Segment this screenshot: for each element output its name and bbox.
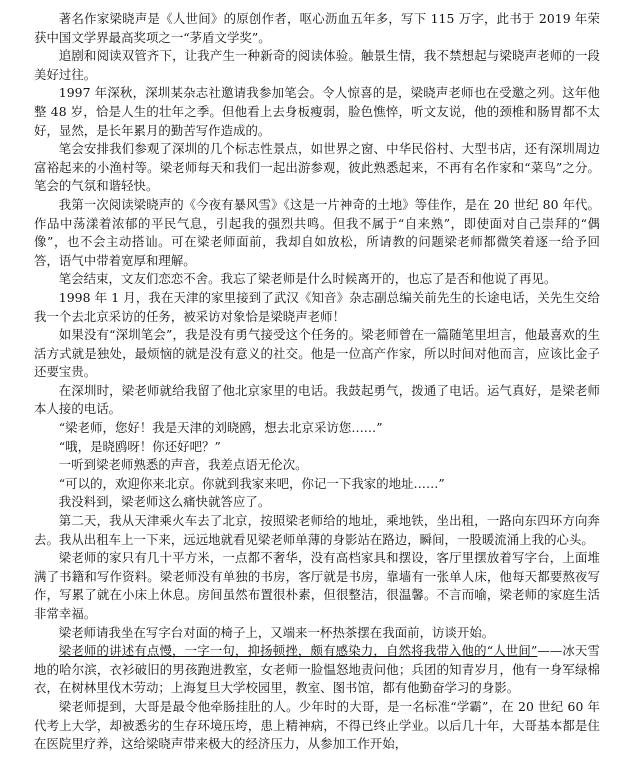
paragraph-4: 笔会安排我们参观了深圳的几个标志性景点，如世界之窗、中华民俗村、大型书店，还有深圳周边富裕起来的小渔村等。梁老师每天和我们一起出游参观，彼此熟悉起来，不再有名作家和“菜鸟”之分。笔会的气氛和谐轻快。: [34, 141, 600, 194]
dialogue-line-2: “哦，是晓鸥呀！你还好吧？”: [58, 438, 221, 454]
paragraph-15-rest: ——冰天雪地的哈尔滨，衣衫破旧的男孩跑进教室，女老师一脸愠怒地责问他；兵团的知青岁月，他有一身军绿棉衣，在树林里伐木劳动；上海复旦大学校园里，教室、图书馆，都有他勤奋学习的身影。: [34, 643, 600, 696]
paragraph-6: 笔会结束，文友们恋恋不舍。我忘了梁老师是什么时候离开的，也忘了是否和他说了再见。: [58, 271, 557, 287]
paragraph-7: 1998 年 1 月，我在天津的家里接到了武汉《知音》杂志副总编关前先生的长途电话，关先生交给我一个去北京采访的任务，被采访对象恰是梁晓声老师！: [34, 289, 600, 324]
paragraph-2: 追剧和阅读双管齐下，让我产生一种新奇的阅读体验。触景生情，我不禁想起与梁晓声老师的一段美好过往。: [34, 48, 600, 82]
paragraph-5: 我第一次阅读梁晓声的《今夜有暴风雪》《这是一片神奇的土地》等佳作，是在 20 世纪 80 年代。作品中荡漾着浓郁的平民气息，引起我的强烈共鸣。但我不属于“自来熟”，即使面对自己崇拜的“偶像”，也不会主动搭讪。可在梁老师面前，我却自如放松，所请教的问题梁老师都微笑着逐一给予回答，语气中带着宽厚和理解。: [34, 196, 600, 268]
paragraph-9: 在深圳时，梁老师就给我留了他北京家里的电话。我鼓起勇气，拨通了电话。运气真好，是梁老师本人接的电话。: [34, 382, 600, 417]
paragraph-10: 一听到梁老师熟悉的声音，我差点语无伦次。: [58, 457, 308, 473]
paragraph-8: 如果没有“深圳笔会”，我是没有勇气接受这个任务的。梁老师曾在一篇随笔里坦言，他最喜欢的生活方式就是独处，最烦恼的就是没有意义的社交。他是一位高产作家，所以时间对他而言，应该比金子还要宝贵。: [34, 327, 600, 380]
paragraph-12: 第二天，我从天津乘火车去了北京，按照梁老师给的地址，乘地铁，坐出租，一路向东四环方向奔去。我从出租车上一下来，远远地就看见梁老师单薄的身影站在路边，瞬间，一股暖流涌上我的心头。: [34, 513, 600, 547]
paragraph-11: 我没料到，梁老师这么痛快就答应了。: [58, 494, 271, 510]
paragraph-13: 梁老师的家只有几十平方米，一点都不奢华，没有高档家具和摆设，客厅里摆放着写字台，上面堆满了书籍和写作资料。梁老师没有单独的书房，客厅就是书房，靠墙有一张单人床，他每天都要熬夜写作，写累了就在小床上休息。房间虽然布置很朴素，但很整洁，很温馨。不言而喻，梁老师的家庭生活非常幸福。: [34, 550, 600, 621]
paragraph-16: 梁老师提到，大哥是最令他牵肠挂肚的人。少年时的大哥，是一名标准“学霸”，在 20 世纪 60 年代考上大学，却被悉劣的生存环境压垮，患上精神病，不得已终止学业。以后几十年，大哥基本都是住在医院里疗养，这给梁晓声带来极大的经济压力，从参加工作开始，: [34, 698, 600, 752]
underlined-sentence: 梁老师的讲述有点慢，一字一句，抑扬顿挫，颇有感染力，自然将我带入他的“人世间”: [58, 643, 538, 659]
paragraph-14: 梁老师请我坐在写字台对面的椅子上，又端来一杯热茶摆在我面前，访谈开始。: [58, 624, 495, 640]
paragraph-3: 1997 年深秋，深圳某杂志社邀请我参加笔会。令人惊喜的是，梁晓声老师也在受邀之列。这年他整 48 岁，恰是人生的壮年之季。但他看上去身板瘦弱，脸色憔悴，听文友说，他的颈椎和肠胃都不太好，显然，是长年累月的勤苦写作造成的。: [34, 85, 600, 138]
underlined-paragraph: [34, 642, 600, 698]
dialogue-line-3: “可以的，欢迎你来北京。你就到我家来吧，你记一下我家的地址……”: [58, 475, 445, 491]
dialogue-line-1: “梁老师，您好！我是天津的刘晓鸥，想去北京采访您……”: [58, 420, 383, 436]
paragraph-1: 著名作家梁晓声是《人世间》的原创作者，呕心沥血五年多，写下 115 万字，此书于 2019 年荣获中国文学界最高奖项之一“茅盾文学奖”。: [34, 11, 600, 45]
